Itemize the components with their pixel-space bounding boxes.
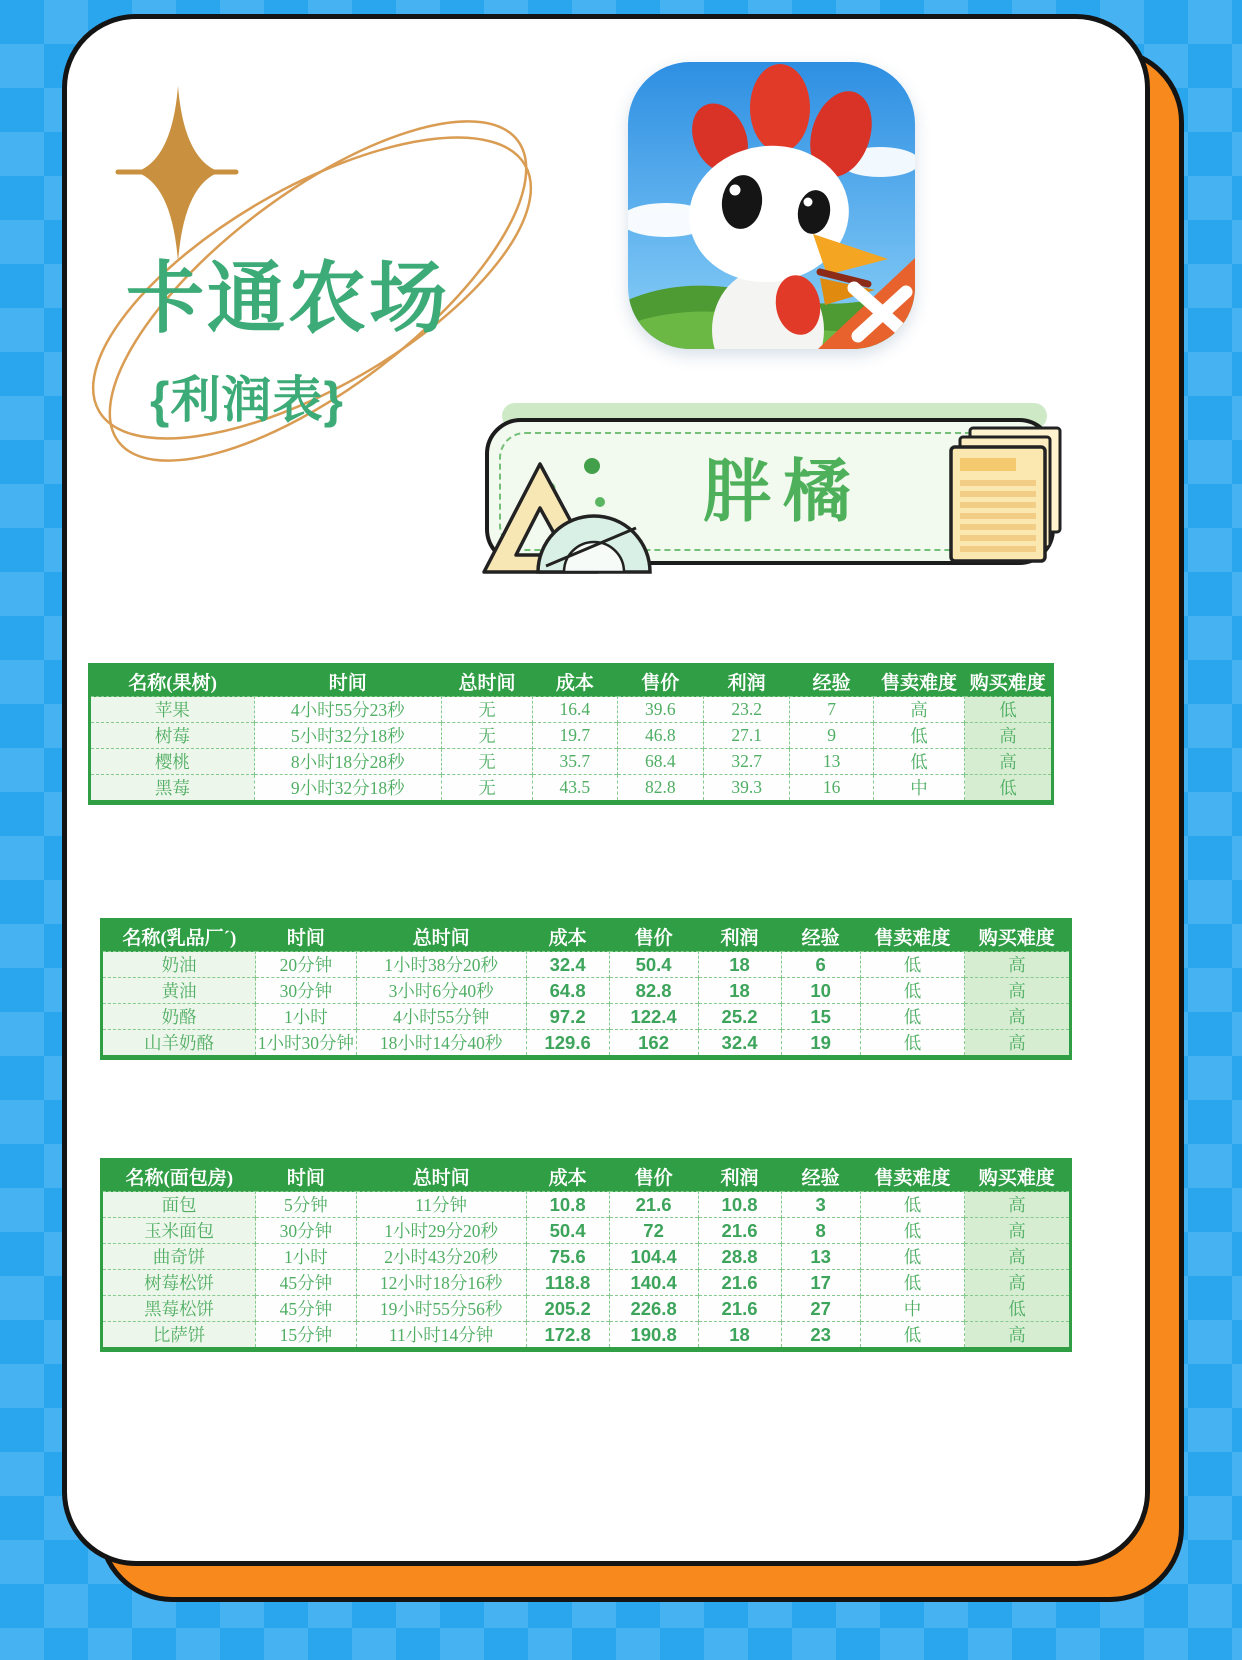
cell: 8小时18分28秒: [254, 749, 441, 775]
page-title: 卡通农场: [126, 254, 451, 342]
cell: 13: [781, 1244, 860, 1270]
cell: 30分钟: [256, 1218, 356, 1244]
cell: 72: [609, 1218, 698, 1244]
cell: 28.8: [698, 1244, 781, 1270]
cell: 118.8: [526, 1270, 609, 1296]
cell: 树莓松饼: [102, 1270, 256, 1296]
column-header: 经验: [781, 920, 860, 952]
column-header: 总时间: [441, 665, 532, 697]
cell: 曲奇饼: [102, 1244, 256, 1270]
table-row: [90, 775, 1053, 803]
cell: 中: [873, 775, 964, 803]
cell: 高: [873, 697, 964, 723]
cell: 无: [441, 749, 532, 775]
cell: 39.6: [617, 697, 703, 723]
cell: 18: [698, 1322, 781, 1350]
cell: 高: [965, 1322, 1071, 1350]
cell: 82.8: [617, 775, 703, 803]
cell: 低: [873, 749, 964, 775]
cell: 4小时55分23秒: [254, 697, 441, 723]
cell: 玉米面包: [102, 1218, 256, 1244]
cell: 9小时32分18秒: [254, 775, 441, 803]
bakery-table: [100, 1158, 1072, 1352]
cell: 1小时29分20秒: [356, 1218, 526, 1244]
column-header: 经验: [790, 665, 874, 697]
table-row: [90, 723, 1053, 749]
table-row: [102, 1218, 1071, 1244]
cell: 32.7: [703, 749, 789, 775]
cell: 低: [860, 1270, 964, 1296]
cell: 21.6: [609, 1192, 698, 1218]
cell: 25.2: [698, 1004, 781, 1030]
cell: 18: [698, 978, 781, 1004]
cell: 中: [860, 1296, 964, 1322]
cell: 17: [781, 1270, 860, 1296]
cell: 190.8: [609, 1322, 698, 1350]
cell: 21.6: [698, 1296, 781, 1322]
cell: 64.8: [526, 978, 609, 1004]
cell: 162: [609, 1030, 698, 1058]
cell: 无: [441, 697, 532, 723]
column-header: 成本: [526, 920, 609, 952]
column-header: 总时间: [356, 920, 526, 952]
column-header: 成本: [526, 1160, 609, 1192]
column-header: 售价: [609, 920, 698, 952]
column-header: 时间: [254, 665, 441, 697]
column-header: 售卖难度: [873, 665, 964, 697]
fruit-trees-table: [88, 663, 1054, 805]
cell: 奶油: [102, 952, 256, 978]
cell: 3小时6分40秒: [356, 978, 526, 1004]
column-header: 利润: [698, 1160, 781, 1192]
column-header: 名称(乳品厂´): [102, 920, 256, 952]
cell: 低: [860, 1030, 964, 1058]
cell: 19: [781, 1030, 860, 1058]
cell: 高: [965, 1192, 1071, 1218]
cell: 35.7: [533, 749, 617, 775]
cell: 1小时: [256, 1244, 356, 1270]
cell: 低: [860, 952, 964, 978]
cell: 5小时32分18秒: [254, 723, 441, 749]
table-row: [102, 1296, 1071, 1322]
cell: 奶酪: [102, 1004, 256, 1030]
column-header: 经验: [781, 1160, 860, 1192]
cell: 苹果: [90, 697, 255, 723]
cell: 50.4: [526, 1218, 609, 1244]
dairy-table-container: [100, 918, 1072, 1060]
cell: 82.8: [609, 978, 698, 1004]
cell: 18小时14分40秒: [356, 1030, 526, 1058]
paper-notes-icon: [948, 426, 1066, 564]
cell: 高: [965, 749, 1053, 775]
cell: 树莓: [90, 723, 255, 749]
table-row: [90, 697, 1053, 723]
cell: 45分钟: [256, 1296, 356, 1322]
cell: 129.6: [526, 1030, 609, 1058]
cell: 19.7: [533, 723, 617, 749]
cell: 1小时: [256, 1004, 356, 1030]
cell: 比萨饼: [102, 1322, 256, 1350]
column-header: 购买难度: [965, 665, 1053, 697]
cell: 15分钟: [256, 1322, 356, 1350]
cell: 高: [965, 723, 1053, 749]
drawing-tools: [476, 454, 656, 576]
cell: 43.5: [533, 775, 617, 803]
column-header: 售价: [609, 1160, 698, 1192]
cell: 无: [441, 775, 532, 803]
cell: 低: [860, 1322, 964, 1350]
cell: 21.6: [698, 1218, 781, 1244]
table-row: [102, 978, 1071, 1004]
cell: 低: [860, 1244, 964, 1270]
cell: 75.6: [526, 1244, 609, 1270]
cell: 3: [781, 1192, 860, 1218]
cell: 11小时14分钟: [356, 1322, 526, 1350]
table-row: [102, 1192, 1071, 1218]
cell: 高: [965, 1218, 1071, 1244]
cell: 2小时43分20秒: [356, 1244, 526, 1270]
cell: 30分钟: [256, 978, 356, 1004]
cell: 低: [965, 775, 1053, 803]
column-header: 时间: [256, 920, 356, 952]
column-header: 名称(果树): [90, 665, 255, 697]
table-row: [102, 1030, 1071, 1058]
cell: 1小时38分20秒: [356, 952, 526, 978]
cell: 20分钟: [256, 952, 356, 978]
column-header: 利润: [698, 920, 781, 952]
cell: 23: [781, 1322, 860, 1350]
cell: 高: [965, 952, 1071, 978]
cell: 低: [965, 697, 1053, 723]
cell: 122.4: [609, 1004, 698, 1030]
cell: 12小时18分16秒: [356, 1270, 526, 1296]
column-header: 时间: [256, 1160, 356, 1192]
cell: 172.8: [526, 1322, 609, 1350]
cell: 面包: [102, 1192, 256, 1218]
table-row: [102, 952, 1071, 978]
cell: 低: [873, 723, 964, 749]
cell: 18: [698, 952, 781, 978]
cell: 15: [781, 1004, 860, 1030]
cell: 无: [441, 723, 532, 749]
column-header: 利润: [703, 665, 789, 697]
cell: 32.4: [698, 1030, 781, 1058]
cell: 10.8: [526, 1192, 609, 1218]
cell: 低: [860, 1004, 964, 1030]
cell: 黑莓松饼: [102, 1296, 256, 1322]
cell: 6: [781, 952, 860, 978]
cell: 低: [860, 1192, 964, 1218]
column-header: 成本: [533, 665, 617, 697]
column-header: 名称(面包房): [102, 1160, 256, 1192]
cell: 高: [965, 1030, 1071, 1058]
table-row: [102, 1322, 1071, 1350]
column-header: 售价: [617, 665, 703, 697]
cell: 5分钟: [256, 1192, 356, 1218]
table-row: [102, 1004, 1071, 1030]
cell: 13: [790, 749, 874, 775]
cell: 97.2: [526, 1004, 609, 1030]
cell: 黄油: [102, 978, 256, 1004]
page-subtitle: {利润表}: [150, 372, 344, 428]
column-header: 售卖难度: [860, 1160, 964, 1192]
table-row: [102, 1244, 1071, 1270]
cell: 27.1: [703, 723, 789, 749]
cell: 39.3: [703, 775, 789, 803]
cell: 樱桃: [90, 749, 255, 775]
cell: 黑莓: [90, 775, 255, 803]
hay-day-app-icon: [628, 62, 915, 349]
cell: 1小时30分钟: [256, 1030, 356, 1058]
cell: 205.2: [526, 1296, 609, 1322]
column-header: 购买难度: [965, 1160, 1071, 1192]
hay-day-chicken-app-icon: [628, 62, 915, 349]
cell: 高: [965, 1270, 1071, 1296]
cell: 16.4: [533, 697, 617, 723]
bakery-table-container: [100, 1158, 1072, 1352]
cell: 50.4: [609, 952, 698, 978]
cell: 9: [790, 723, 874, 749]
cell: 32.4: [526, 952, 609, 978]
column-header: 购买难度: [965, 920, 1071, 952]
cell: 低: [860, 1218, 964, 1244]
cell: 226.8: [609, 1296, 698, 1322]
column-header: 总时间: [356, 1160, 526, 1192]
cell: 104.4: [609, 1244, 698, 1270]
cell: 10.8: [698, 1192, 781, 1218]
table-row: [102, 1270, 1071, 1296]
cell: 低: [860, 978, 964, 1004]
cell: 68.4: [617, 749, 703, 775]
cell: 高: [965, 1244, 1071, 1270]
cell: 高: [965, 1004, 1071, 1030]
fruit-trees-table-container: [88, 663, 1054, 805]
column-header: 售卖难度: [860, 920, 964, 952]
cell: 21.6: [698, 1270, 781, 1296]
cell: 8: [781, 1218, 860, 1244]
dairy-table: [100, 918, 1072, 1060]
table-row: [90, 749, 1053, 775]
cell: 山羊奶酪: [102, 1030, 256, 1058]
cell: 19小时55分56秒: [356, 1296, 526, 1322]
cell: 46.8: [617, 723, 703, 749]
cell: 7: [790, 697, 874, 723]
cell: 45分钟: [256, 1270, 356, 1296]
cell: 11分钟: [356, 1192, 526, 1218]
cell: 低: [965, 1296, 1071, 1322]
cell: 27: [781, 1296, 860, 1322]
cell: 4小时55分钟: [356, 1004, 526, 1030]
banner-label: 胖橘: [702, 453, 863, 530]
cell: 16: [790, 775, 874, 803]
cell: 10: [781, 978, 860, 1004]
cell: 140.4: [609, 1270, 698, 1296]
cell: 高: [965, 978, 1071, 1004]
cell: 23.2: [703, 697, 789, 723]
